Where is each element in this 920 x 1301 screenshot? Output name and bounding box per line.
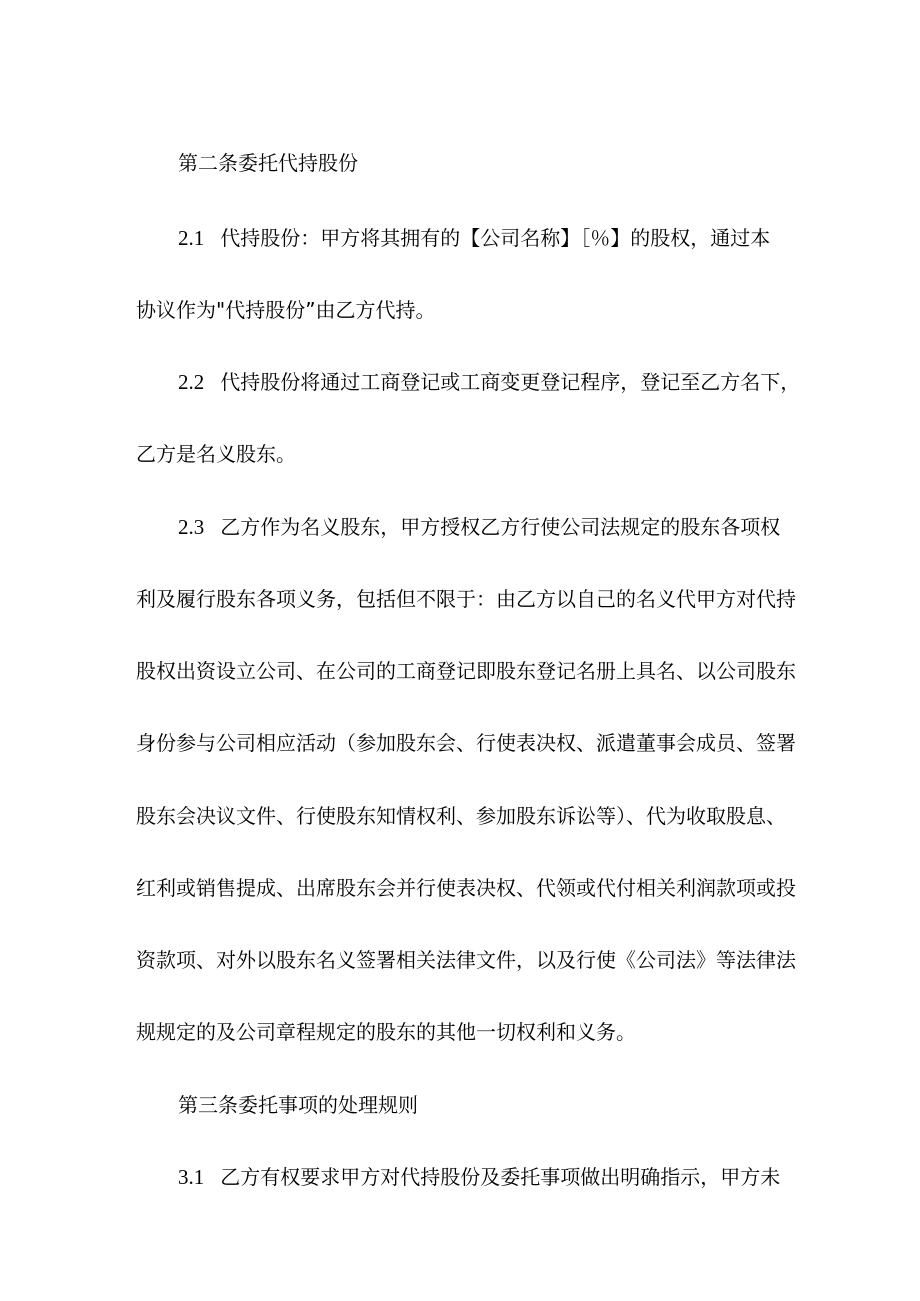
clause-text: 代持股份将通过工商登记或工商变更登记程序，登记至乙方名下，: [220, 370, 801, 394]
clause-2-3-line-6: 红利或销售提成、出席股东会并行使表决权、代领或代付相关利润款项或投: [136, 876, 796, 900]
clause-2-3-line-3: 股权出资设立公司、在公司的工商登记即股东登记名册上具名、以公司股东: [136, 659, 796, 683]
clause-2-3-line-7: 资款项、对外以股东名义签署相关法律文件，以及行使《公司法》等法律法: [136, 948, 796, 972]
clause-2-2-line-1: [178, 367, 800, 397]
clause-number: 2.3: [178, 515, 205, 539]
clause-2-3-line-2: 利及履行股东各项义务，包括但不限于：由乙方以自己的名义代甲方对代持: [136, 587, 796, 611]
clause-number: 2.2: [178, 370, 205, 394]
clause-2-3-line-8: 规规定的及公司章程规定的股东的其他一切权利和义务。: [136, 1020, 636, 1044]
clause-2-3-line-4: 身份参与公司相应活动（参加股东会、行使表决权、派遣董事会成员、签署: [136, 731, 796, 755]
clause-number: 3.1: [178, 1165, 205, 1189]
clause-2-1-line-1: [178, 223, 770, 253]
clause-3-1-line-1: [178, 1162, 780, 1192]
clause-text: 代持股份：甲方将其拥有的【公司名称】［％】的股权，通过本: [220, 226, 771, 250]
clause-text: 乙方作为名义股东，甲方授权乙方行使公司法规定的股东各项权: [220, 515, 781, 539]
clause-number: 2.1: [178, 226, 205, 250]
clause-text: 乙方有权要求甲方对代持股份及委托事项做出明确指示，甲方未: [220, 1165, 781, 1189]
clause-2-3-line-5: 股东会决议文件、行使股东知情权利、参加股东诉讼等）、代为收取股息、: [136, 804, 786, 828]
clause-2-2-line-2: 乙方是名义股东。: [136, 442, 296, 466]
section-heading-3: 第三条委托事项的处理规则: [178, 1093, 418, 1117]
clause-2-1-line-2: 协议作为"代持股份”由乙方代持。: [136, 298, 436, 322]
clause-2-3-line-1: [178, 512, 780, 542]
section-heading-2: 第二条委托代持股份: [178, 151, 358, 175]
